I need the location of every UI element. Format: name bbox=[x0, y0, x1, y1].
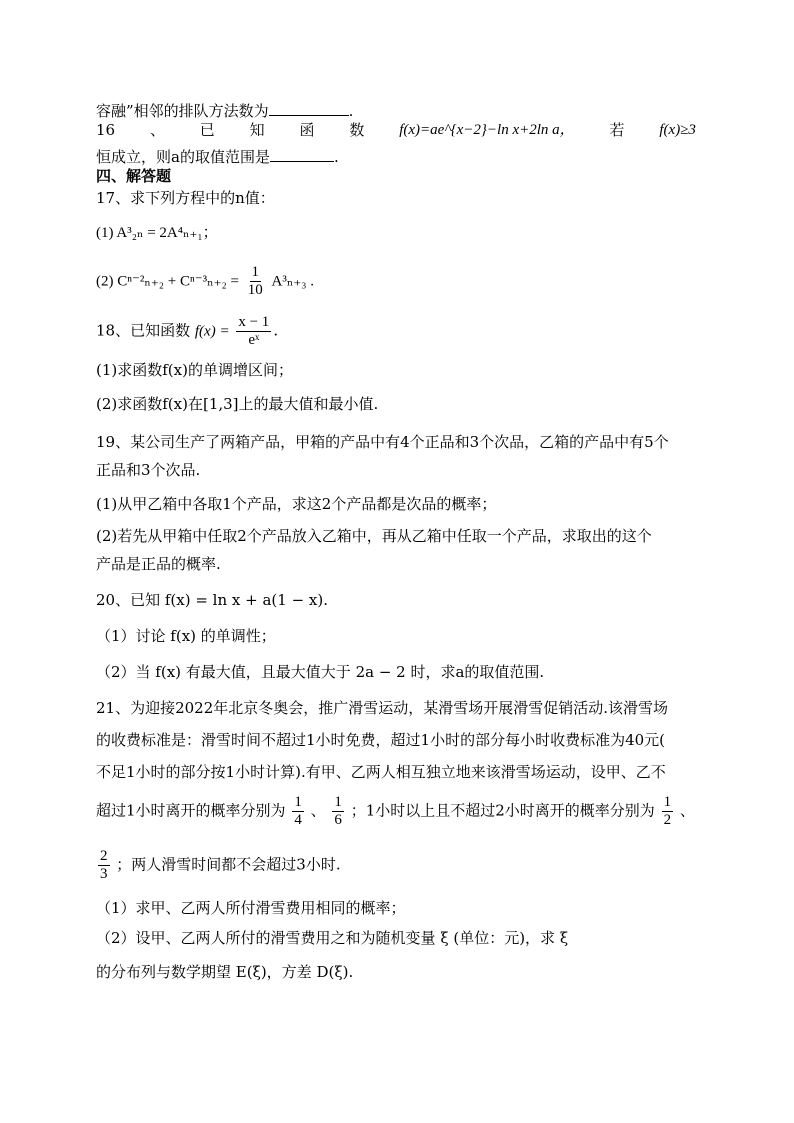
q19-part1: (1)从甲乙箱中各取1个产品，求这2个产品都是次品的概率； bbox=[96, 495, 497, 513]
q20-part2: （2）当 f(x) 有最大值，且最大值大于 2a − 2 时，求a的取值范围. bbox=[96, 663, 545, 681]
q15-tail-line: 容融”相邻的排队方法数为 . bbox=[96, 102, 354, 120]
q21-part2: （2）设甲、乙两人所付的滑雪费用之和为随机变量 ξ (单位：元)，求 ξ bbox=[96, 929, 569, 947]
q19-line2: 正品和3个次品. bbox=[96, 461, 201, 479]
q17-fraction: $\frac{1}{10}$ bbox=[247, 264, 263, 298]
q16-line2: 恒成立，则a的取值范围是 . bbox=[96, 148, 339, 166]
q15-answer-blank bbox=[269, 100, 349, 116]
q21-fraction-3: $\frac{1}{2}$ bbox=[663, 794, 672, 828]
q21-part2-cont: 的分布列与数学期望 E(ξ)，方差 D(ξ). bbox=[96, 963, 354, 981]
q18-part2: (2)求函数f(x)在[1,3]上的最大值和最小值. bbox=[96, 395, 379, 413]
q16-word-1: 已 bbox=[199, 121, 215, 139]
q17-part2-lhs: (2) Cⁿ⁻²ₙ₊₂ + Cⁿ⁻³ₙ₊₂ = bbox=[96, 273, 239, 290]
q21-line4: 超过1小时离开的概率分别为 $\frac{1}{4}$ 、 $\frac{1}{6}$ ；1小时以上且不超过2小时离开的概率分别为 $\frac{1}{2}$ 、 bbox=[96, 794, 695, 828]
q21-line1: 21、为迎接2022年北京冬奥会，推广滑雪运动，某滑雪场开展滑雪促销活动.该滑雪场 bbox=[96, 699, 669, 717]
q18-stem: 18、已知函数 f(x) = $\frac{x - 1}{\text{eˣ}}$ . bbox=[96, 314, 279, 348]
q16-line2-text: 恒成立，则a的取值范围是 bbox=[96, 148, 270, 166]
q20-part1: （1）讨论 f(x) 的单调性； bbox=[96, 627, 276, 645]
q15-tail-text: 容融”相邻的排队方法数为 bbox=[96, 102, 269, 120]
section-heading: 四、解答题 bbox=[96, 167, 172, 185]
q21-fraction-2: $\frac{1}{6}$ bbox=[334, 794, 342, 828]
q21-line5: $\frac{2}{3}$ ；两人滑雪时间都不会超过3小时. bbox=[100, 848, 341, 882]
q16-sep: 、 bbox=[149, 121, 165, 139]
q17-part2-rhs: A³ₙ₊₃ . bbox=[271, 273, 314, 290]
q18-fraction: $\frac{x - 1}{\text{eˣ}}$ bbox=[238, 314, 270, 348]
q16-line1 bbox=[96, 120, 696, 140]
q16-word-2: 知 bbox=[249, 121, 265, 139]
q21-line2: 的收费标准是：滑雪时间不超过1小时免费，超过1小时的部分每小时收费标准为40元( bbox=[96, 731, 666, 749]
q17-part2 bbox=[96, 264, 314, 299]
q16-answer-blank bbox=[270, 146, 334, 162]
q17-part1: (1) A³₂ₙ = 2A⁴ₙ₊₁； bbox=[96, 225, 218, 241]
q21-line3: 不足1小时的部分按1小时计算).有甲、乙两人相互独立地来该滑雪场运动，设甲、乙不 bbox=[96, 763, 666, 781]
q16-function: f(x)=ae^{x−2}−ln x+2ln a， bbox=[399, 122, 575, 138]
q16-ruo: 若 bbox=[609, 121, 625, 139]
q19-part2: (2)若先从甲箱中任取2个产品放入乙箱中，再从乙箱中任取一个产品，求取出的这个 bbox=[96, 527, 652, 545]
q19-line5: 产品是正品的概率. bbox=[96, 555, 221, 573]
q19-line1: 19、某公司生产了两箱产品，甲箱的产品中有4个正品和3个次品，乙箱的产品中有5个 bbox=[96, 433, 669, 451]
q17-stem: 17、求下列方程中的n值： bbox=[96, 189, 275, 207]
q18-part1: (1)求函数f(x)的单调增区间； bbox=[96, 361, 293, 379]
q16-number: 16 bbox=[96, 121, 116, 139]
q21-fraction-4: $\frac{2}{3}$ bbox=[100, 848, 108, 882]
q16-word-4: 数 bbox=[349, 121, 365, 139]
q21-fraction-1: $\frac{1}{4}$ bbox=[294, 794, 302, 828]
q16-word-3: 函 bbox=[299, 121, 315, 139]
q21-part1: （1）求甲、乙两人所付滑雪费用相同的概率； bbox=[96, 899, 406, 917]
q16-condition: f(x)≥3 bbox=[659, 122, 696, 138]
q20-stem: 20、已知 f(x) = ln x + a(1 − x). bbox=[96, 591, 328, 609]
